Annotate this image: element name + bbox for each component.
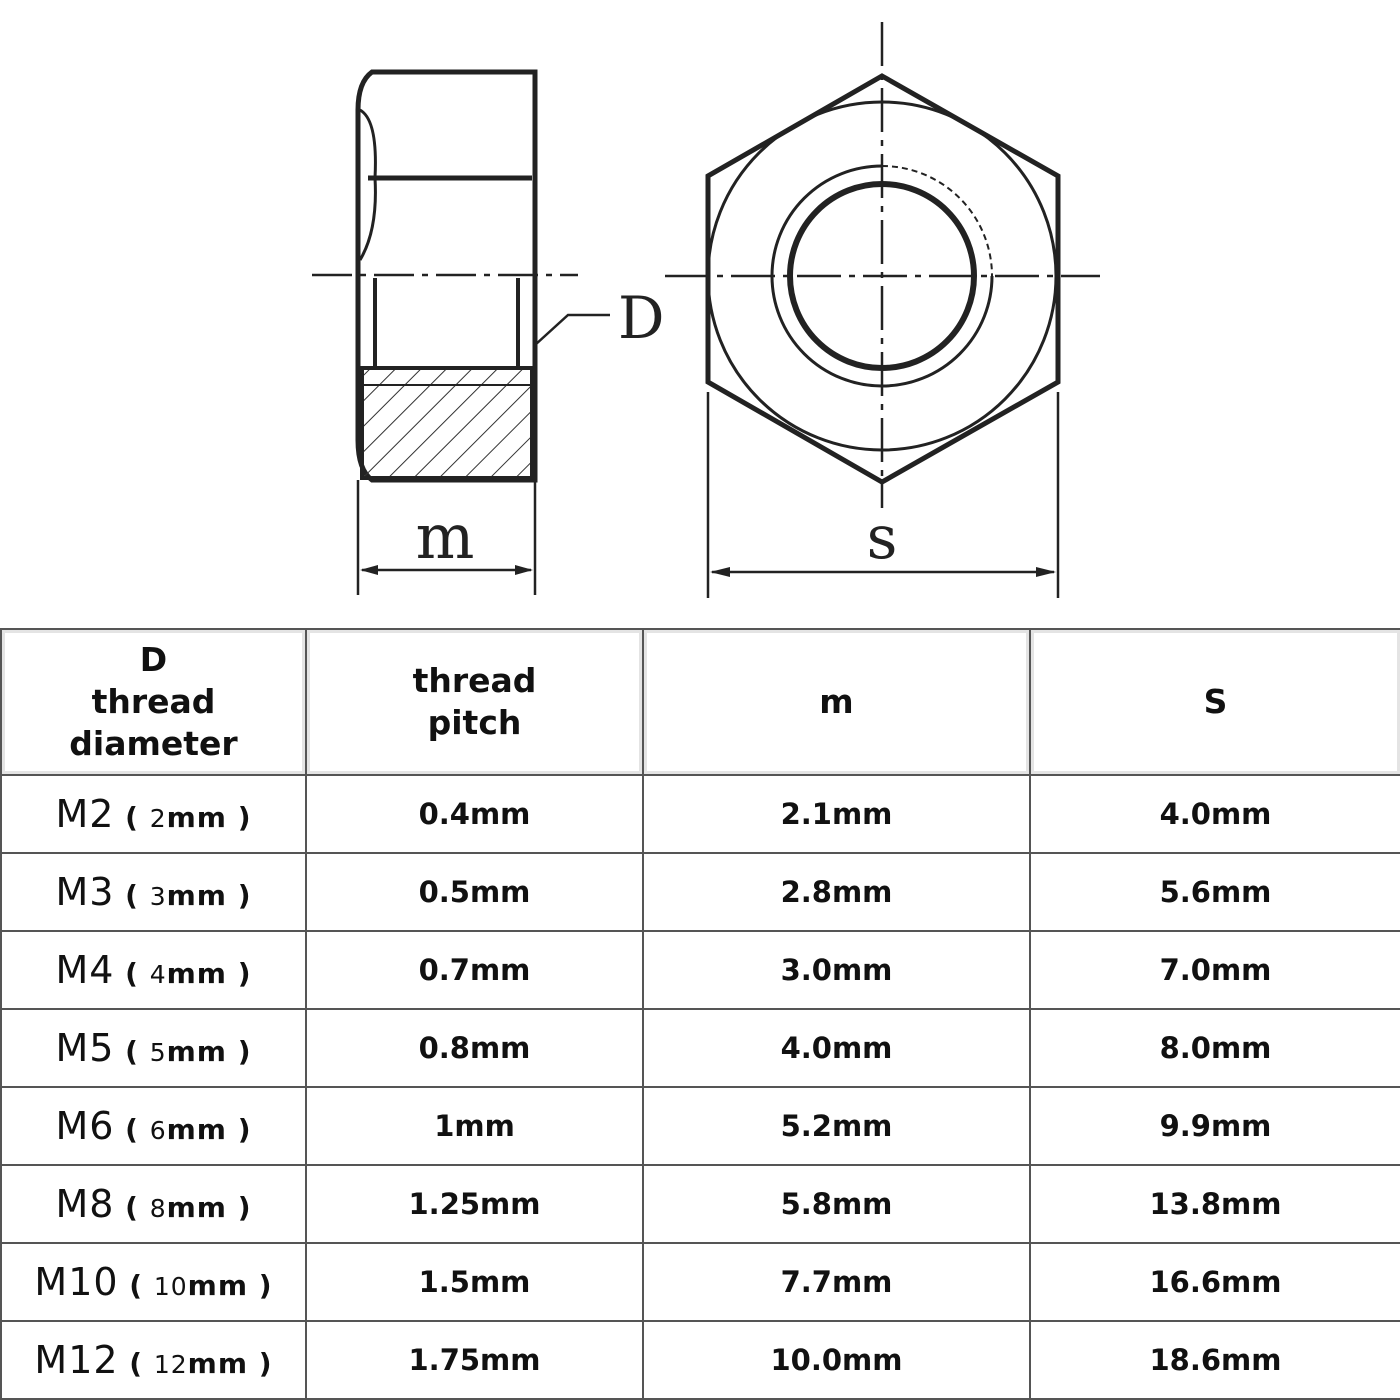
size-cell: M8 ( 8mm ) xyxy=(1,1165,306,1243)
m-cell: 4.0mm xyxy=(643,1009,1030,1087)
size-designation: M5 xyxy=(55,1026,115,1070)
label-d: D xyxy=(618,284,665,352)
m-cell: 2.1mm xyxy=(643,775,1030,853)
s-cell: 18.6mm xyxy=(1030,1321,1400,1399)
table-row xyxy=(1,1321,1400,1399)
s-cell: 9.9mm xyxy=(1030,1087,1400,1165)
size-mm-number: 10 xyxy=(153,1272,188,1301)
size-designation: M10 xyxy=(34,1260,119,1304)
label-m: m xyxy=(415,500,475,573)
pitch-cell: 1.5mm xyxy=(306,1243,643,1321)
spec-table xyxy=(0,628,1400,1400)
header-thread-diameter: D thread diameter xyxy=(1,629,306,775)
size-designation: M6 xyxy=(55,1104,115,1148)
hex-nut-drawing xyxy=(0,0,1400,615)
size-mm-unit: mm xyxy=(166,1191,227,1224)
table-row xyxy=(1,1165,1400,1243)
table-row xyxy=(1,1009,1400,1087)
size-cell: M3 ( 3mm ) xyxy=(1,853,306,931)
size-mm-number: 4 xyxy=(149,960,167,989)
pitch-cell: 0.4mm xyxy=(306,775,643,853)
size-designation: M2 xyxy=(55,792,115,836)
s-cell: 5.6mm xyxy=(1030,853,1400,931)
table-row xyxy=(1,853,1400,931)
size-mm-unit: mm xyxy=(187,1347,249,1380)
size-mm-number: 6 xyxy=(149,1116,167,1145)
table-row xyxy=(1,775,1400,853)
table-row xyxy=(1,1243,1400,1321)
table-row xyxy=(1,931,1400,1009)
pitch-cell: 0.8mm xyxy=(306,1009,643,1087)
size-mm-number: 8 xyxy=(149,1194,167,1223)
size-mm-number: 2 xyxy=(149,804,167,833)
s-cell: 13.8mm xyxy=(1030,1165,1400,1243)
size-cell: M12 ( 12mm ) xyxy=(1,1321,306,1399)
size-designation: M4 xyxy=(55,948,115,992)
table-row xyxy=(1,1087,1400,1165)
pitch-cell: 0.5mm xyxy=(306,853,643,931)
m-cell: 7.7mm xyxy=(643,1243,1030,1321)
size-mm-number: 3 xyxy=(149,882,167,911)
table-header-row xyxy=(1,629,1400,775)
size-designation: M8 xyxy=(55,1182,115,1226)
s-cell: 16.6mm xyxy=(1030,1243,1400,1321)
header-thread-pitch: thread pitch xyxy=(306,629,643,775)
size-mm-unit: mm xyxy=(166,801,227,834)
size-cell: M5 ( 5mm ) xyxy=(1,1009,306,1087)
pitch-cell: 1.25mm xyxy=(306,1165,643,1243)
label-s: s xyxy=(866,503,898,573)
s-cell: 4.0mm xyxy=(1030,775,1400,853)
header-m: m xyxy=(643,629,1030,775)
size-mm-unit: mm xyxy=(187,1269,249,1302)
size-mm-number: 5 xyxy=(149,1038,167,1067)
m-cell: 5.2mm xyxy=(643,1087,1030,1165)
pitch-cell: 0.7mm xyxy=(306,931,643,1009)
m-cell: 5.8mm xyxy=(643,1165,1030,1243)
pitch-cell: 1.75mm xyxy=(306,1321,643,1399)
size-designation: M3 xyxy=(55,870,115,914)
s-cell: 7.0mm xyxy=(1030,931,1400,1009)
m-cell: 3.0mm xyxy=(643,931,1030,1009)
size-mm-unit: mm xyxy=(166,1113,227,1146)
size-mm-unit: mm xyxy=(166,879,227,912)
pitch-cell: 1mm xyxy=(306,1087,643,1165)
m-cell: 2.8mm xyxy=(643,853,1030,931)
s-cell: 8.0mm xyxy=(1030,1009,1400,1087)
size-designation: M12 xyxy=(34,1338,119,1382)
hex-nut-diagram xyxy=(0,0,1400,615)
size-mm-unit: mm xyxy=(166,1035,227,1068)
d-leader-line xyxy=(535,315,610,345)
size-mm-unit: mm xyxy=(166,957,227,990)
size-cell: M10 ( 10mm ) xyxy=(1,1243,306,1321)
size-cell: M6 ( 6mm ) xyxy=(1,1087,306,1165)
size-cell: M4 ( 4mm ) xyxy=(1,931,306,1009)
size-cell: M2 ( 2mm ) xyxy=(1,775,306,853)
header-s: S xyxy=(1030,629,1400,775)
m-cell: 10.0mm xyxy=(643,1321,1030,1399)
size-mm-number: 12 xyxy=(153,1350,188,1379)
